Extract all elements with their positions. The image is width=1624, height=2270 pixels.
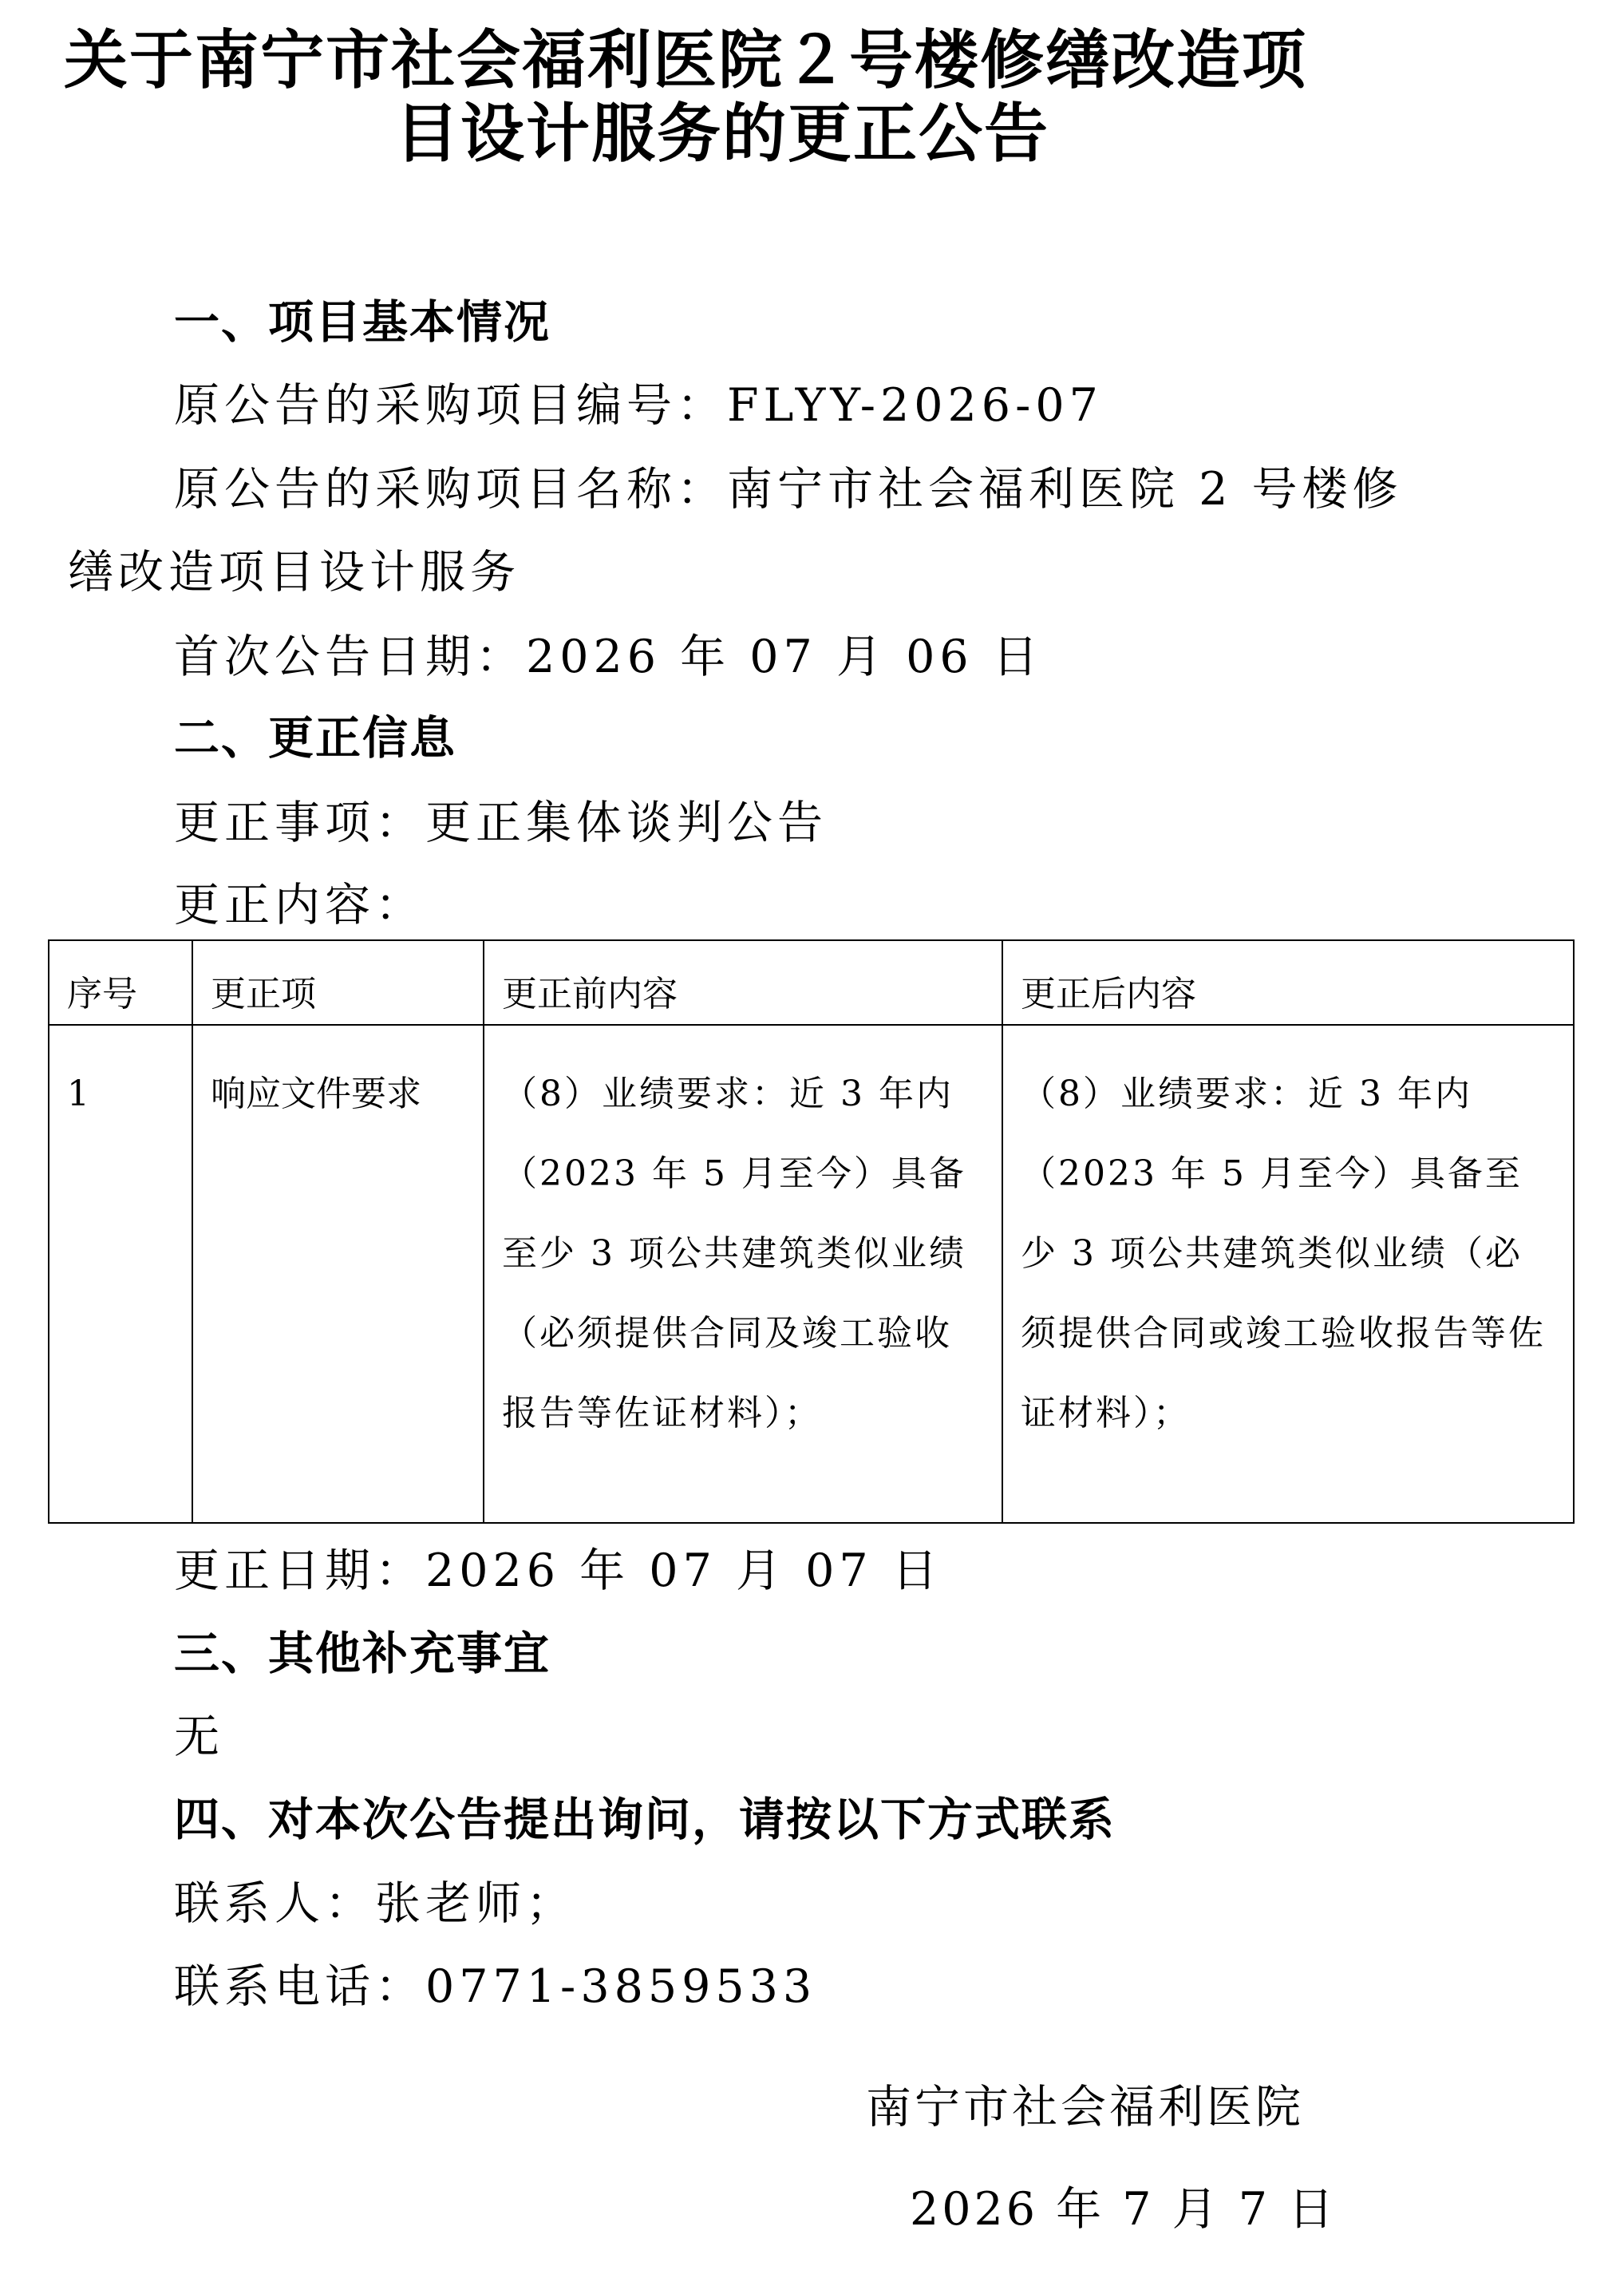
cell-before: （8）业绩要求：近 3 年内（2023 年 5 月至今）具备至少 3 项公共建筑类似业绩（必须提供合同及竣工验收报告等佐证材料）； xyxy=(484,1025,1002,1523)
cell-item: 响应文件要求 xyxy=(192,1025,484,1523)
project-name-line-1: 原公告的采购项目名称：南宁市社会福利医院 2 号楼修 xyxy=(174,463,1403,516)
section-1-heading: 一、项目基本情况 xyxy=(174,296,551,349)
contact-person: 联系人：张老师； xyxy=(174,1877,576,1930)
table-header-row xyxy=(49,940,1574,1025)
section-4-heading: 四、对本次公告提出询问，请按以下方式联系 xyxy=(174,1793,1116,1846)
correction-table xyxy=(48,939,1575,1524)
header-item: 更正项 xyxy=(192,940,484,1025)
section-3-heading: 三、其他补充事宜 xyxy=(174,1627,551,1680)
contact-phone: 联系电话：0771-3859533 xyxy=(174,1960,817,2013)
title-line-2: 目设计服务的更正公告 xyxy=(395,97,1049,171)
correction-item: 更正事项：更正集体谈判公告 xyxy=(174,797,828,849)
cell-after: （8）业绩要求：近 3 年内（2023 年 5 月至今）具备至少 3 项公共建筑类似业绩（必须提供合同或竣工验收报告等佐证材料）； xyxy=(1002,1025,1574,1523)
project-number: 原公告的采购项目编号：FLYY-2026-07 xyxy=(174,379,1103,432)
signature-organization: 南宁市社会福利医院 xyxy=(866,2081,1304,2134)
title-line-1: 关于南宁市社会福利医院２号楼修缮改造项 xyxy=(64,23,1307,97)
table-row xyxy=(49,1025,1574,1523)
header-before: 更正前内容 xyxy=(484,940,1002,1025)
signature-date: 2026 年 7 月 7 日 xyxy=(910,2183,1338,2236)
project-name-line-2: 缮改造项目设计服务 xyxy=(68,546,520,599)
header-no: 序号 xyxy=(49,940,192,1025)
cell-no: 1 xyxy=(49,1025,192,1523)
correction-content-label: 更正内容： xyxy=(174,879,425,931)
header-after: 更正后内容 xyxy=(1002,940,1574,1025)
first-announcement-date: 首次公告日期：2026 年 07 月 06 日 xyxy=(174,631,1043,683)
correction-date: 更正日期：2026 年 07 月 07 日 xyxy=(174,1544,942,1597)
section-3-text: 无 xyxy=(174,1710,224,1763)
section-2-heading: 二、更正信息 xyxy=(174,712,456,765)
